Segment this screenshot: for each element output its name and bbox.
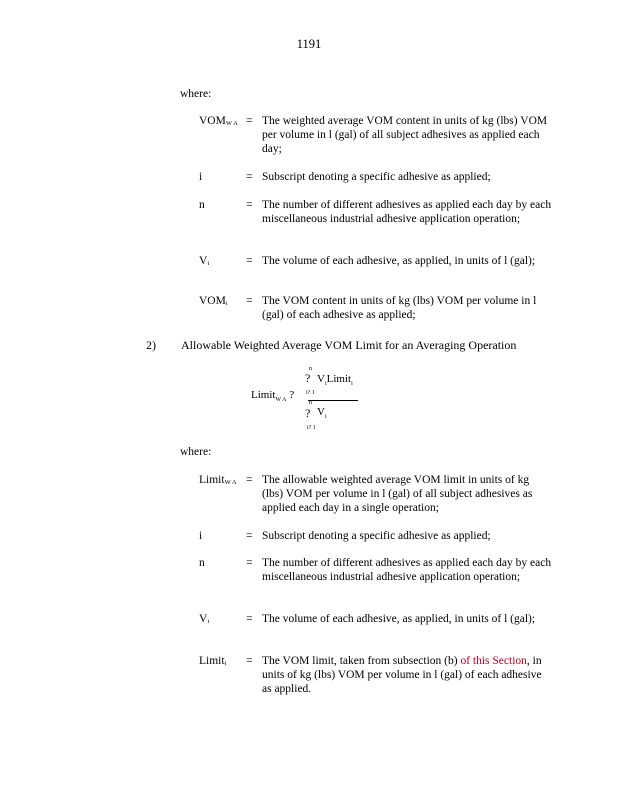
definition-i: Subscript denoting a specific adhesive as applied; (262, 171, 491, 183)
definition-text: , in units of kg (lbs) VOM per volume in l (gal) of each adhesive as applied. (262, 655, 542, 695)
formula-numerator: $V_iLimit_i$ (317, 373, 353, 388)
definition-i: Subscript denoting a specific adhesive as applied; (262, 530, 491, 542)
where-label: where: (180, 88, 212, 100)
equals-sign: = (246, 474, 253, 486)
formula-operator: ? (289, 389, 295, 401)
term-main: VOM (199, 295, 226, 307)
equals-sign: = (246, 613, 253, 625)
term-limit-wa (199, 474, 245, 486)
definition-limit-wa: The allowable weighted average VOM limit in units of kg (lbs) VOM per volume in l (gal) of all subject adhesives as applied each day in a single operation; (262, 474, 533, 514)
term-main: n (199, 557, 205, 569)
term-limit-i (199, 655, 245, 667)
definition-vom-wa: The weighted average VOM content in units of kg (lbs) VOM per volume in l (gal) of all subject adhesives as applied each day; (262, 115, 548, 155)
formula-lhs (251, 389, 294, 403)
item-number: 2) (146, 338, 156, 352)
term-main: V (199, 613, 208, 625)
term-sub: W A (224, 479, 237, 486)
definition-vom-i: The VOM content in units of kg (lbs) VOM per volume in l (gal) of each adhesive as applied; (262, 295, 537, 321)
term-sub: i (207, 618, 210, 625)
formula (248, 366, 368, 436)
equals-sign: = (246, 557, 253, 569)
term-sub: i (207, 260, 210, 267)
term-i (199, 530, 245, 542)
definition-vi: The volume of each adhesive, as applied, in units of l (gal); (262, 613, 536, 625)
equals-sign: = (246, 530, 253, 542)
definition-text: The VOM limit, taken from subsection (b) (262, 655, 461, 667)
definition-n: The number of different adhesives as applied each day by each miscellaneous industrial adhesive application operation; (262, 557, 552, 583)
formula-lhs-sub: W A (275, 397, 287, 404)
term-main: n (199, 199, 205, 211)
section-link[interactable]: of this Section (460, 655, 527, 667)
term-vi (199, 613, 245, 625)
sum-symbol-numerator: ? (305, 371, 311, 385)
item-title: Allowable Weighted Average VOM Limit for an Averaging Operation (181, 338, 517, 352)
term-i (199, 171, 245, 183)
term-sub: i (225, 300, 228, 307)
sum-symbol-denominator: ? (305, 406, 311, 420)
page-number: 1191 (296, 37, 322, 51)
definition-vi: The volume of each adhesive, as applied, in units of l (gal); (262, 255, 536, 267)
where-label: where: (180, 446, 212, 458)
term-n (199, 199, 245, 211)
formula-lhs-main: Limit (251, 389, 276, 401)
equals-sign: = (246, 171, 253, 183)
term-vom-i (199, 295, 245, 307)
term-main: VOM (199, 115, 226, 127)
term-sub: W A (225, 120, 238, 127)
definition-n: The number of different adhesives as applied each day by each miscellaneous industrial adhesive application operation; (262, 199, 552, 225)
term-vi (199, 255, 245, 267)
term-sub: i (224, 660, 227, 667)
sum-lower-numerator: i? 1 (306, 390, 315, 396)
definition-limit-i (262, 655, 552, 696)
formula-denominator: $V_i$ (317, 406, 327, 421)
equals-sign: = (246, 295, 253, 307)
sum-upper-denominator: n (309, 400, 312, 406)
term-main: Limit (199, 474, 225, 486)
term-main: Limit (199, 655, 225, 667)
term-main: i (199, 530, 203, 542)
equals-sign: = (246, 115, 253, 127)
equals-sign: = (246, 255, 253, 267)
equals-sign: = (246, 655, 253, 667)
sum-upper-numerator: n (309, 366, 312, 372)
sum-lower-denominator: i? 1 (307, 425, 316, 431)
term-main: V (199, 255, 208, 267)
term-vom-wa (199, 115, 245, 127)
equals-sign: = (246, 199, 253, 211)
term-n (199, 557, 245, 569)
term-main: i (199, 171, 203, 183)
fraction-bar (308, 400, 358, 401)
